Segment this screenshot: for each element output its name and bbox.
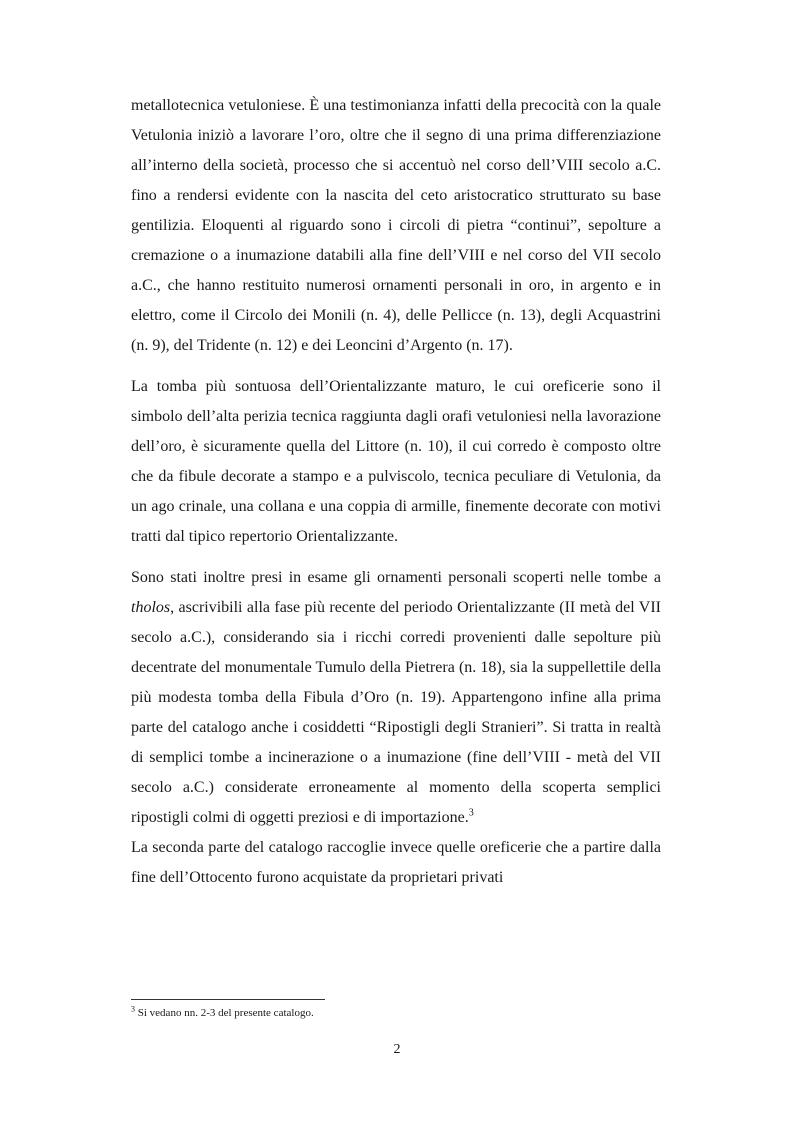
paragraph-2: La tomba più sontuosa dell’Orientalizzante maturo, le cui oreficerie sono il simbolo dell’alta perizia tecnica raggiunta dagli orafi vetuloniesi nella lavorazione dell’oro, è sicuramente quella del Littore (n. 10), il cui corredo è composto oltre che da fibule decorate a stampo e a pulviscolo, tecnica peculiare di Vetulonia, da un ago crinale, una collana e una coppia di armille, finemente decorate con motivi tratti dal tipico repertorio Orientalizzante. — [131, 378, 661, 545]
paragraph-3 — [131, 563, 661, 833]
footnote-marker: 3 — [131, 1004, 135, 1014]
page-number: 2 — [393, 1042, 401, 1057]
paragraph-3-italic-term: tholos — [131, 599, 171, 616]
page-body — [131, 91, 661, 893]
footnote-reference[interactable]: 3 — [468, 807, 474, 819]
footnote-divider — [131, 999, 325, 1000]
paragraph-4: La seconda parte del catalogo raccoglie invece quelle oreficerie che a partire dalla fine dell’Ottocento furono acquistate da proprietari privati — [131, 839, 661, 886]
footnote-text: Si vedano nn. 2-3 del presente catalogo. — [135, 1007, 314, 1019]
paragraph-1: metallotecnica vetuloniese. È una testimonianza infatti della precocità con la quale Vetulonia iniziò a lavorare l’oro, oltre che il segno di una prima differenziazione all’interno della società, processo che si accentuò nel corso dell’VIII secolo a.C. fino a rendersi evidente con la nascita del ceto aristocratico strutturato su base gentilizia. Eloquenti al riguardo sono i circoli di pietra “continui”, sepolture a cremazione o a inumazione databili alla fine dell’VIII e nel corso del VII secolo a.C., che hanno restituito numerosi ornamenti personali in oro, in argento e in elettro, come il Circolo dei Monili (n. 4), delle Pellicce (n. 13), degli Acquastrini (n. 9), del Tridente (n. 12) e dei Leoncini d’Argento (n. 17). — [131, 97, 661, 354]
footnote — [131, 1006, 661, 1020]
paragraph-3-text-b: , ascrivibili alla fase più recente del periodo Orientalizzante (II metà del VII secolo a.C.), considerando sia i ricchi corredi provenienti dalle sepolture più decentrate del monumentale Tumulo della Pietrera (n. 18), sia la suppellettile della più modesta tomba della Fibula d’Oro (n. 19). Appartengono infine alla prima parte del catalogo anche i cosiddetti “Ripostigli degli Stranieri”. Si tratta in realtà di semplici tombe a incinerazione o a inumazione (fine dell’VIII - metà del VII secolo a.C.) considerate erroneamente al momento della scoperta semplici ripostigli colmi di oggetti preziosi e di importazione. — [131, 599, 661, 826]
paragraph-3-text-a: Sono stati inoltre presi in esame gli ornamenti personali scoperti nelle tombe a — [131, 569, 661, 586]
